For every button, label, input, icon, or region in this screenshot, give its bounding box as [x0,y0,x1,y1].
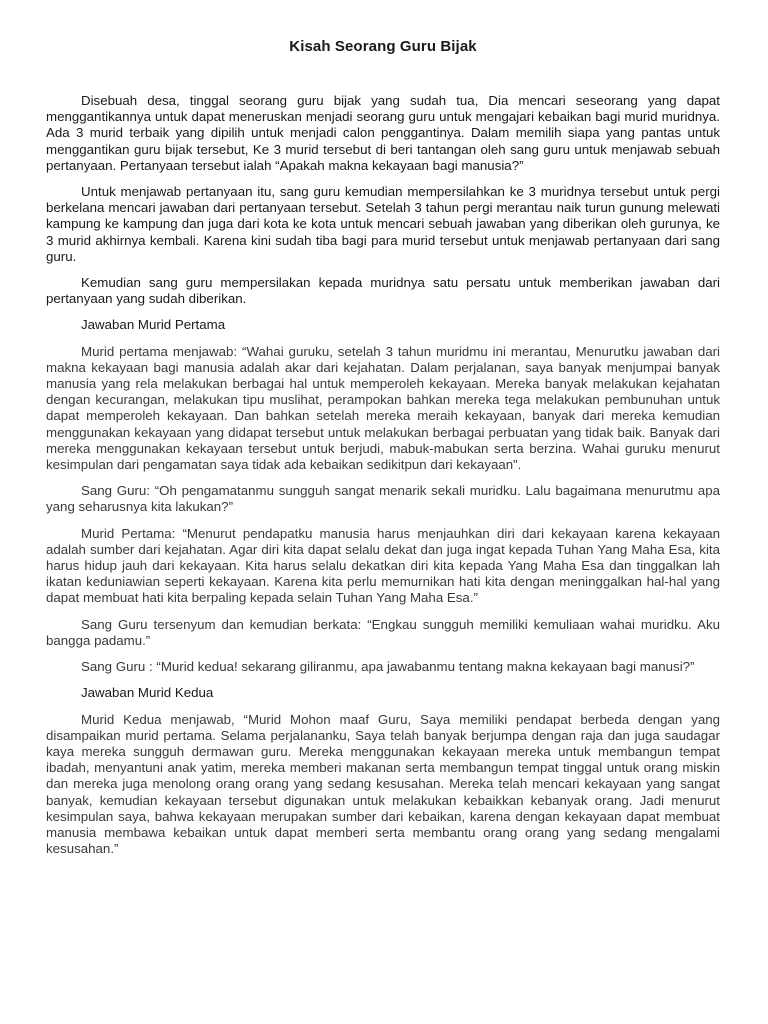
section-heading-second-student: Jawaban Murid Kedua [81,685,214,701]
section-heading-first-student: Jawaban Murid Pertama [81,317,226,333]
paragraph-first-student-opinion: Murid Pertama: “Menurut pendapatku manusia harus menjauhkan diri dari kekayaan karena kekayaan adalah sumber dari kejahatan. Agar diri kita dapat selalu dekat dan juga ingat kepada Tuhan Yang Maha Esa, kita harus hidup jauh dari kekayaan. Kita harus selalu dekatkan diri kita kepada Yang Maha Esa dan tinggalkan lah ikatan keduniawian seperti kekayaan. Karena kita perlu memurnikan hati kita dengan meninggalkan hal-hal yang dapat membuat hati kita berpaling kepada selain Tuhan Yang Maha Esa.” [46,525,720,606]
paragraph-intro: Disebuah desa, tinggal seorang guru bijak yang sudah tua, Dia mencari seseorang yang dapat menggantikannya untuk dapat meneruskan menjadi seorang guru untuk mengajari kebaikan bagi murid muridnya. Ada 3 murid terbaik yang dipilih untuk menjadi calon penggantinya. Dalam memilih siapa yang pantas untuk menggantikan guru bijak tersebut, Ke 3 murid tersebut di beri tantangan oleh sang guru untuk menjawab sebuah pertanyaan. Pertanyaan tersebut ialah “Apakah makna kekayaan bagi manusia?” [46,93,720,173]
paragraph-first-student-answer: Murid pertama menjawab: “Wahai guruku, setelah 3 tahun muridmu ini merantau, Menurutku jawaban dari makna kekayaan bagi manusia adalah akar dari kejahatan. Dalam perjalanan, saya banyak menjumpai banyak manusia yang rela melakukan berbagai hal untuk memperoleh kekayaan. Mereka banyak melakukan kejahatan dengan kecurangan, melakukan tipu muslihat, perampokan bahkan mereka tega melakukan pembunuhan untuk dapat memperoleh kekayaan. Dan bahkan setelah mereka meraih kekayaan, banyak dari mereka kemudian menggunakan kekayaan yang didapat tersebut untuk melakukan berbagai perbuatan yang tidak baik. Banyak dari mereka menggunakan kekayaan tersebut untuk berjudi, mabuk-mabukan serta berzina. Wahai guruku menurut kesimpulan dari pengamatan saya tidak ada kebaikan sedikitpun dari kekayaan”. [46,343,720,473]
paragraph-teacher-response-1: Sang Guru: “Oh pengamatanmu sungguh sangat menarik sekali muridku. Lalu bagaimana menurutmu apa yang seharusnya kita lakukan?” [46,483,720,515]
paragraph-teacher-smiles: Sang Guru tersenyum dan kemudian berkata: “Engkau sungguh memiliki kemuliaan wahai muridku. Aku bangga padamu.” [46,616,720,648]
paragraph-second-student-answer: Murid Kedua menjawab, “Murid Mohon maaf Guru, Saya memiliki pendapat berbeda dengan yang disampaikan murid pertama. Selama perjalananku, Saya telah banyak berjumpa dengan raja dan juga saudagar kaya mereka sungguh dermawan guru. Mereka menggunakan kekayaan mereka untuk membangun tempat ibadah, menyantuni anak yatim, mereka memberi makanan serta membangun tempat tinggal untuk orang miskin dan mereka juga menolong orang orang yang sedang kesusahan. Mereka telah mencari kekayaan yang sangat banyak, kemudian kekayaan tersebut digunakan untuk melakukan kebaikkan kebanyak orang. Jadi menurut kesimpulan saya, bahwa kekayaan merupakan sumber dari kebaikan, karena dengan kekayaan dapat membuat manusia membawa kebaikan untuk dapat memberi serta membantu orang orang yang sedang mengalami kesusahan.” [46,711,720,857]
paragraph-teacher-asks-second: Sang Guru : “Murid kedua! sekarang giliranmu, apa jawabanmu tentang makna kekayaan bagi manusi?” [81,659,695,675]
paragraph-answers-invitation: Kemudian sang guru mempersilakan kepada muridnya satu persatu untuk memberikan jawaban dari pertanyaan yang sudah diberikan. [46,275,720,307]
paragraph-journey: Untuk menjawab pertanyaan itu, sang guru kemudian mempersilahkan ke 3 muridnya tersebut untuk pergi berkelana mencari jawaban dari pertanyaan tersebut. Setelah 3 tahun pergi merantau naik turun gunung melewati kampung ke kampung dan juga dari kota ke kota untuk mencari sebuah jawaban yang diberikan oleh gurunya, ke 3 murid akhirnya kembali. Karena kini sudah tiba bagi para murid tersebut untuk menjawab pertanyaan dari sang guru. [46,184,720,264]
document-title: Kisah Seorang Guru Bijak [289,38,477,55]
